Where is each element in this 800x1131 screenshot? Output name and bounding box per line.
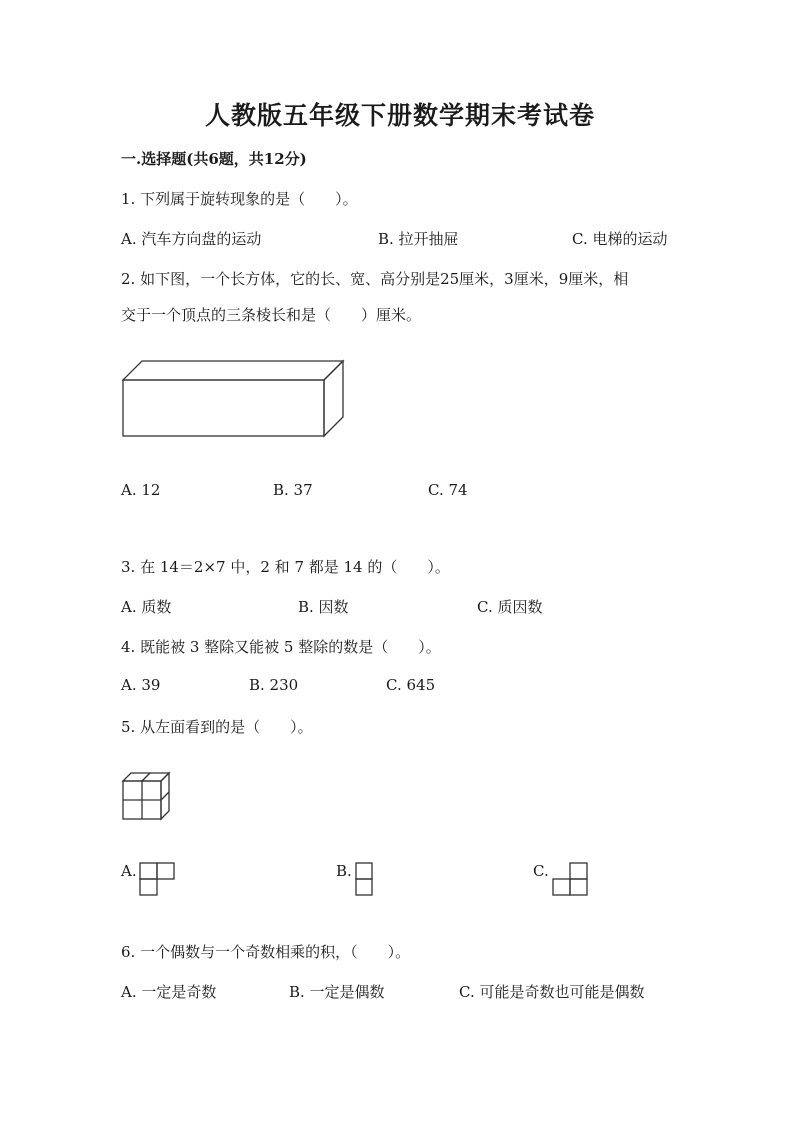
- page-title: 人教版五年级下册数学期末考试卷: [204, 101, 595, 130]
- question-4-text: 4. 既能被 3 整除又能被 5 整除的数是（ ）。: [121, 638, 441, 656]
- question-3-text: 3. 在 14＝2×7 中，2 和 7 都是 14 的（ ）。: [121, 558, 450, 576]
- section-heading: 一.选择题(共6题，共12分): [121, 150, 307, 168]
- question-2-option-b[interactable]: B. 37: [273, 481, 313, 499]
- question-1-option-a[interactable]: A. 汽车方向盘的运动: [121, 230, 262, 248]
- question-5-text: 5. 从左面看到的是（ ）。: [121, 718, 313, 736]
- question-6-option-c[interactable]: C. 可能是奇数也可能是偶数: [459, 983, 645, 1001]
- question-4-option-c[interactable]: C. 645: [386, 676, 436, 694]
- question-2-option-a[interactable]: A. 12: [121, 481, 161, 499]
- question-5-option-c[interactable]: C.: [533, 862, 549, 880]
- question-6-option-a[interactable]: A. 一定是奇数: [121, 983, 217, 1001]
- question-2-text-line1: 2. 如下图，一个长方体，它的长、宽、高分别是25厘米，3厘米，9厘米，相: [121, 270, 629, 288]
- question-2-text-line2: 交于一个顶点的三条棱长和是（ ）厘米。: [121, 306, 422, 324]
- question-3-option-a[interactable]: A. 质数: [121, 598, 172, 616]
- question-3-option-b[interactable]: B. 因数: [298, 598, 349, 616]
- question-5-option-a[interactable]: A.: [121, 862, 137, 880]
- question-5-option-b[interactable]: B.: [336, 862, 352, 880]
- question-1-option-c[interactable]: C. 电梯的运动: [572, 230, 668, 248]
- question-2-option-c[interactable]: C. 74: [428, 481, 468, 499]
- question-1-option-b[interactable]: B. 拉开抽屉: [378, 230, 459, 248]
- question-6-text: 6. 一个偶数与一个奇数相乘的积，（ ）。: [121, 943, 411, 961]
- question-6-option-b[interactable]: B. 一定是偶数: [289, 983, 385, 1001]
- question-4-option-b[interactable]: B. 230: [249, 676, 299, 694]
- question-3-option-c[interactable]: C. 质因数: [477, 598, 543, 616]
- question-4-option-a[interactable]: A. 39: [121, 676, 161, 694]
- question-1-text: 1. 下列属于旋转现象的是（ ）。: [121, 190, 358, 208]
